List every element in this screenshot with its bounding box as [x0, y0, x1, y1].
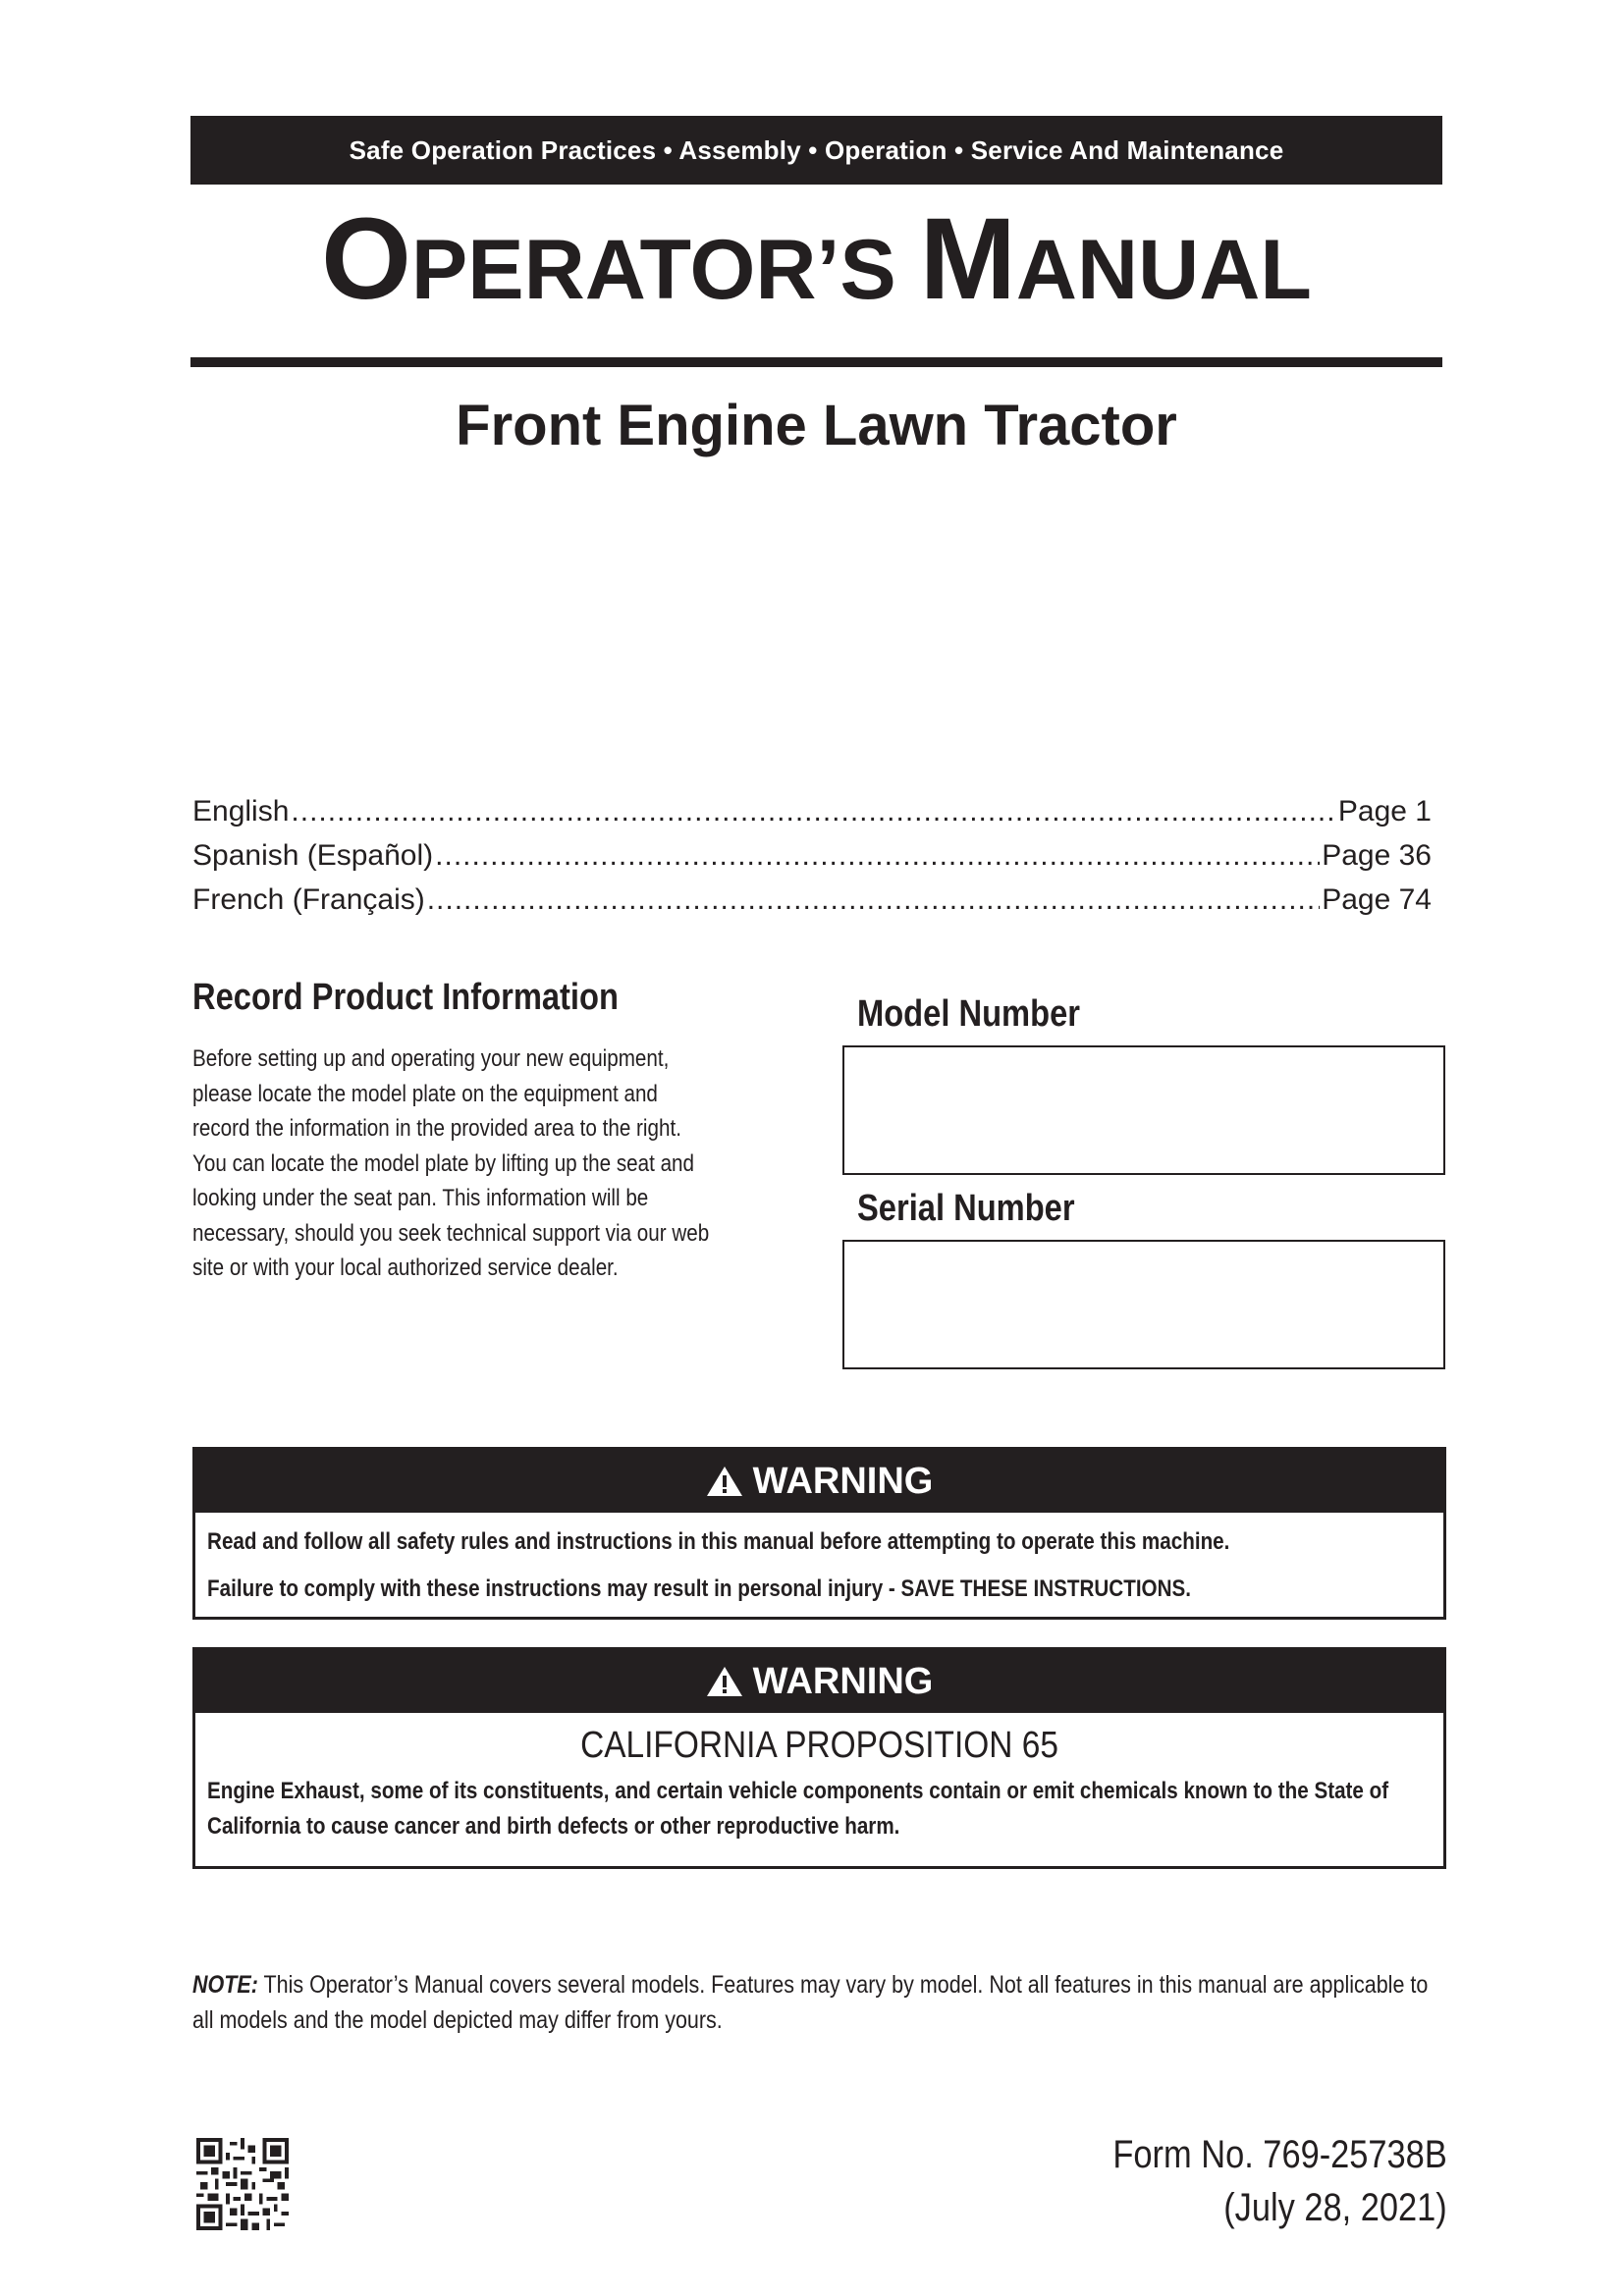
warning-box-prop65: [192, 1647, 1446, 1869]
warning-triangle-icon: [706, 1465, 743, 1498]
note-label: NOTE:: [192, 1971, 258, 1999]
prop65-title: CALIFORNIA PROPOSITION 65: [580, 1725, 1058, 1766]
form-info: [1113, 2128, 1447, 2234]
serial-number-field[interactable]: [842, 1240, 1445, 1369]
serial-number-label: Serial Number: [857, 1188, 1075, 1229]
warning-heading: WARNING: [752, 1660, 934, 1702]
record-body: Before setting up and operating your new equipment, please locate the model plate on the equipment and record the information in the provided area to the right. You can locate the model plate by lifting up the seat and looking under the seat pan. This information will be necessary, should you seek technical support via our web site or with your local authorized service dealer.: [192, 1045, 710, 1281]
toc-row-english[interactable]: English ..... Page 1: [192, 789, 1432, 833]
warning-header: [195, 1450, 1443, 1513]
warning-heading: WARNING: [752, 1460, 934, 1502]
model-number-field[interactable]: [842, 1045, 1445, 1175]
header-bar-text: Safe Operation Practices • Assembly • Operation • Service And Maintenance: [349, 134, 1284, 165]
language-index: [192, 789, 1432, 922]
warning-triangle-icon: [706, 1665, 743, 1698]
title-divider: [190, 357, 1442, 367]
model-number-label: Model Number: [857, 993, 1080, 1035]
manual-title: OPERATOR’S MANUAL: [321, 194, 1312, 324]
note-paragraph: [192, 1967, 1442, 2038]
warning-line-2: Failure to comply with these instructions may result in personal injury - SAVE THESE INSTRUCTIONS.: [207, 1575, 1192, 1602]
record-heading: Record Product Information: [192, 977, 619, 1018]
warning-line-1: Read and follow all safety rules and instructions in this manual before attempting to operate this machine.: [207, 1528, 1230, 1555]
toc-row-spanish[interactable]: Spanish (Español) ..... Page 36: [192, 833, 1432, 878]
warning-header: [195, 1650, 1443, 1713]
prop65-line-1: Engine Exhaust, some of its constituents, and certain vehicle components contain or emit chemicals known to the State of: [207, 1778, 1389, 1804]
toc-row-french[interactable]: French (Français) ..... Page 74: [192, 878, 1432, 922]
qr-code-icon[interactable]: [196, 2138, 289, 2230]
header-bar: [190, 116, 1442, 185]
prop65-line-2: California to cause cancer and birth defects or other reproductive harm.: [207, 1813, 900, 1840]
warning-box-safety: [192, 1447, 1446, 1620]
note-text: This Operator’s Manual covers several models. Features may vary by model. Not all features in this manual are applicable to all models and the model depicted may differ from yours.: [192, 1971, 1429, 2034]
product-subtitle: Front Engine Lawn Tractor: [456, 394, 1177, 457]
form-number: Form No. 769-25738B: [1112, 2133, 1447, 2176]
form-date: (July 28, 2021): [1223, 2186, 1447, 2229]
